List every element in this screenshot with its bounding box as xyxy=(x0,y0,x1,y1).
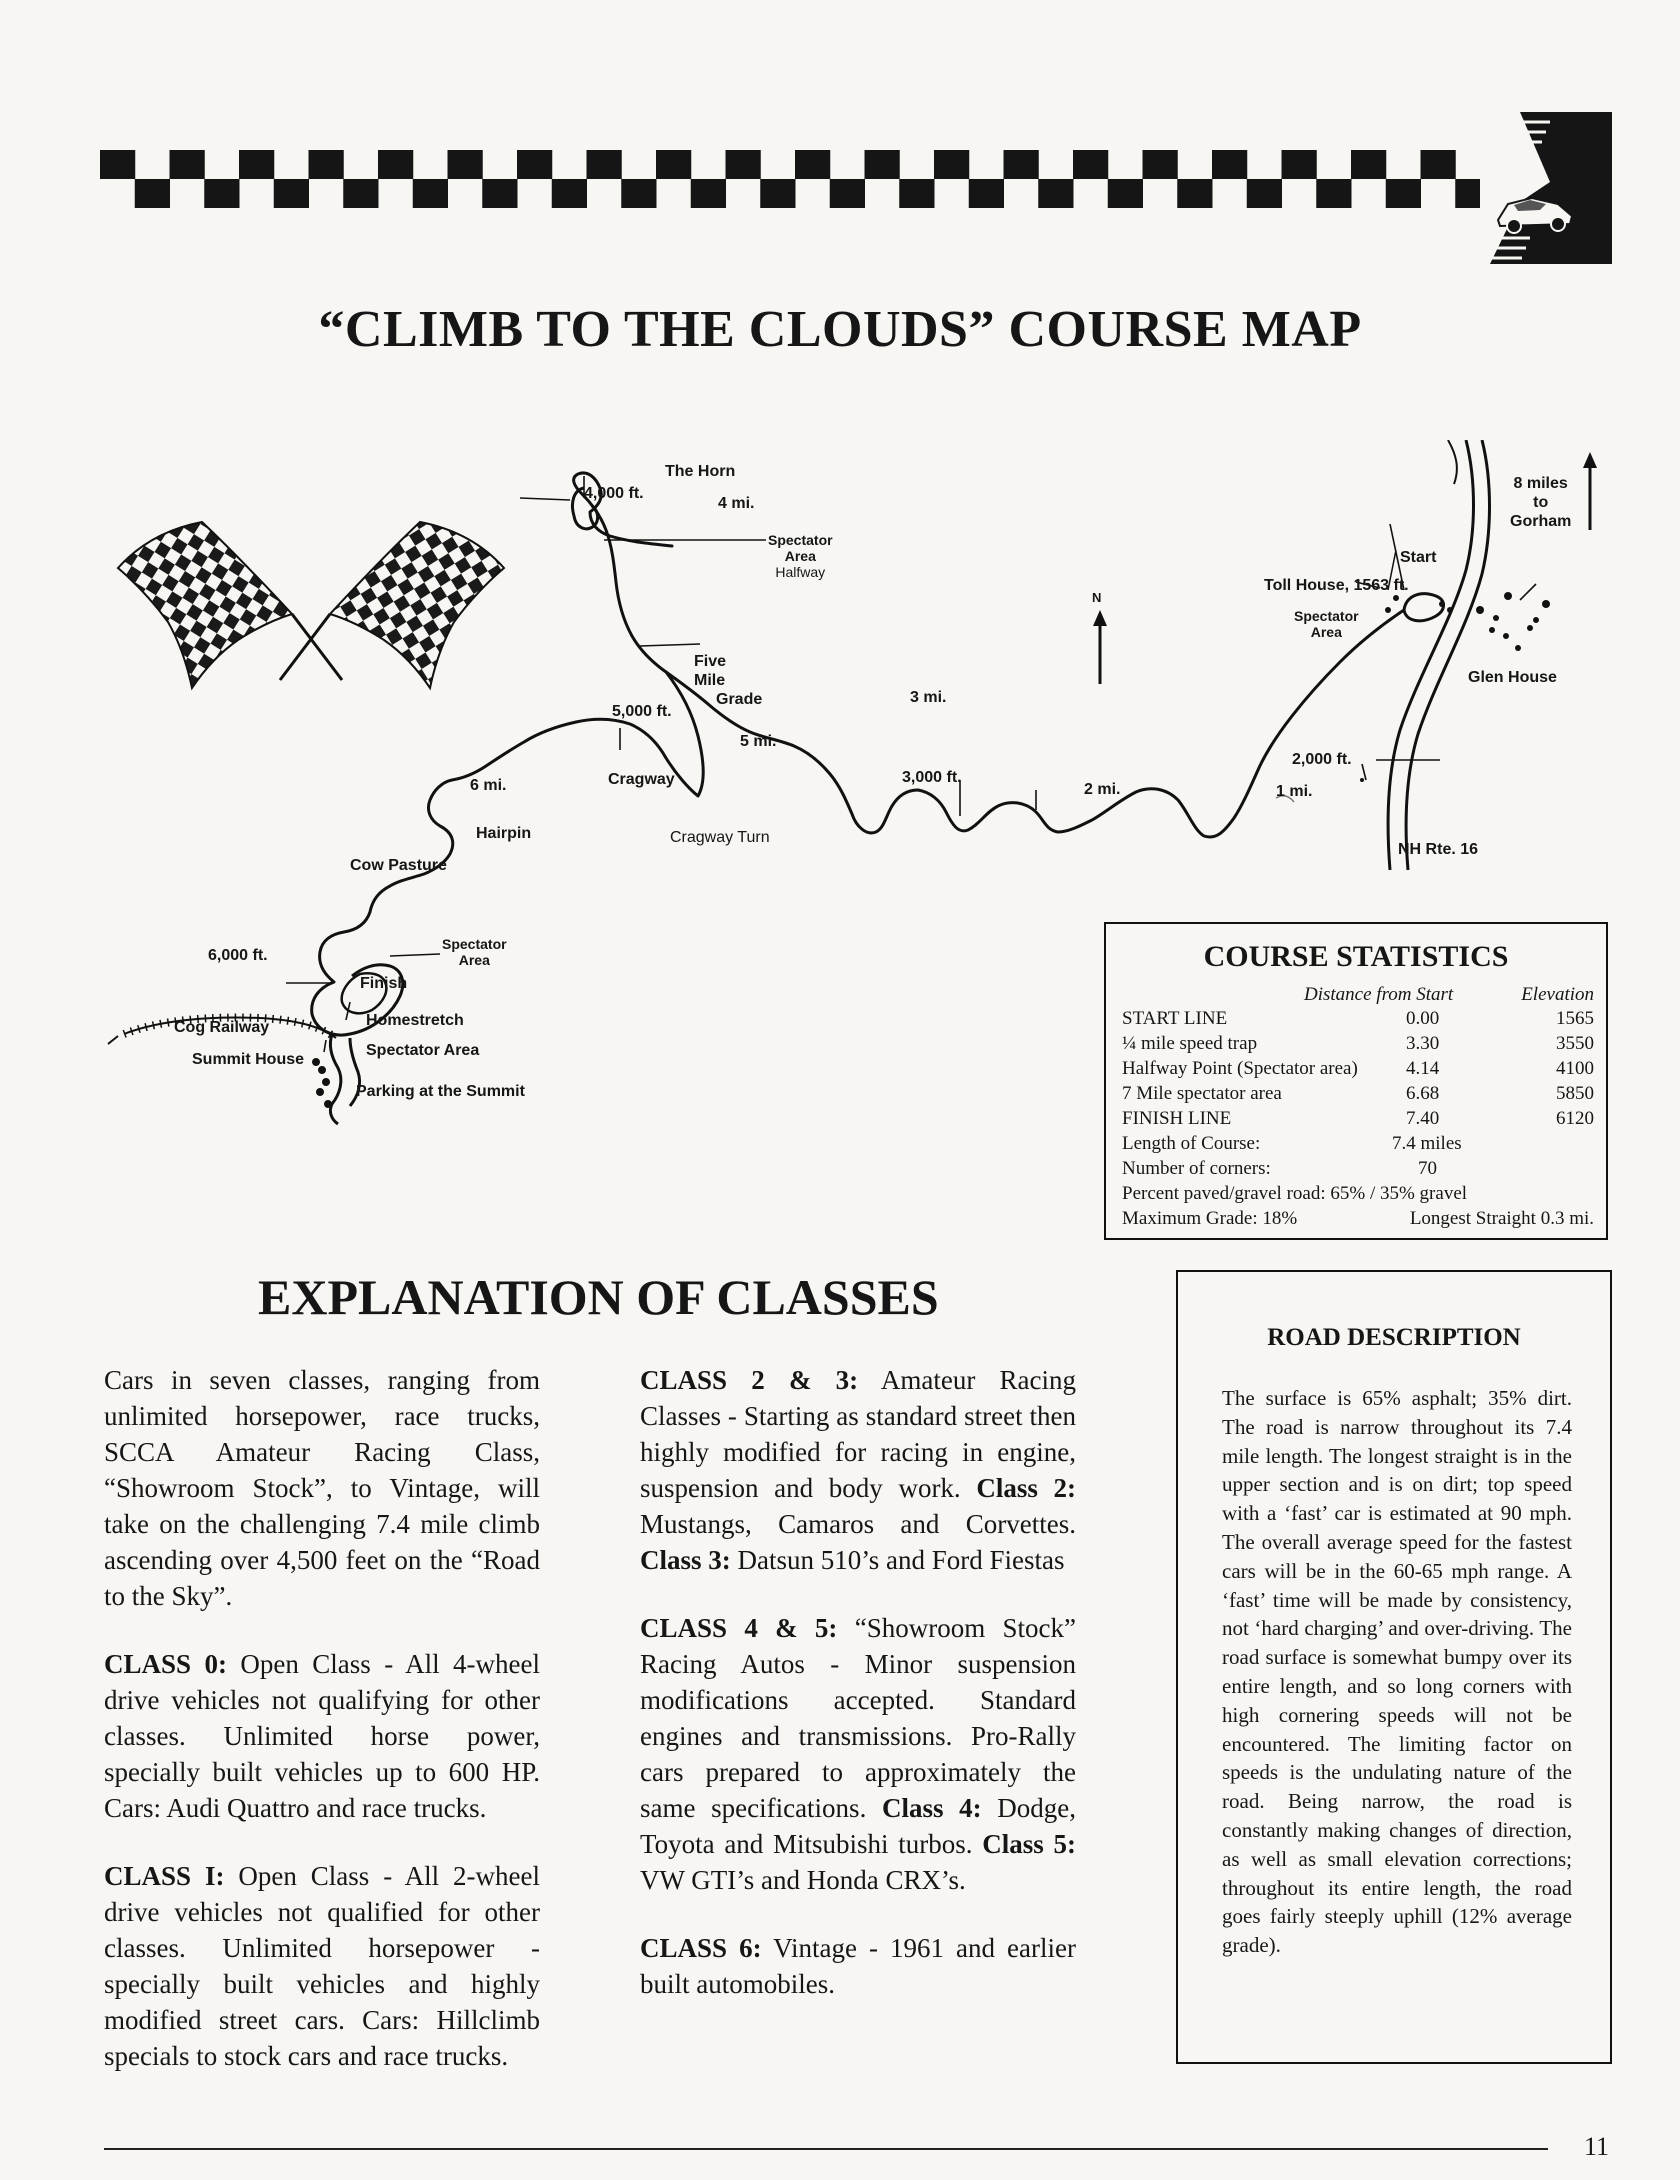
checkered-border xyxy=(100,150,1490,208)
hairpin-route xyxy=(320,780,453,982)
class-0-paragraph: CLASS 0: Open Class - All 4-wheel drive vehicles not qualifying for other classes. Unlimited horse power, specially built vehicles up to 600 HP. Cars: Audi Quattro and race trucks. xyxy=(104,1649,541,1823)
label-nh-rte-16: NH Rte. 16 xyxy=(1398,841,1479,858)
label-start: Start xyxy=(1400,549,1437,566)
label-spectator-start: Spectator Area xyxy=(1294,608,1359,640)
class-2-3-paragraph: CLASS 2 & 3: Amateur Racing Classes - Starting as standard street then highly modified for racing in engine, suspension and body work. Class 2: Mustangs, Camaros and Corvettes. Class 3: Datsun 510’s and Ford Fiestas xyxy=(640,1365,1076,1575)
footer-rule xyxy=(104,2148,1548,2150)
intro-paragraph: Cars in seven classes, ranging from unlimited horsepower, race trucks, SCCA Amateur Racing Class, “Showroom Stock”, to Vintage, will take on the challenging 7.4 mile climb ascending over 4,500 feet on the “Road to the Sky”. xyxy=(104,1365,540,1611)
course-statistics-title: COURSE STATISTICS xyxy=(1203,940,1509,973)
stats-percent-row: Percent paved/gravel road: 65% / 35% gravel xyxy=(1122,1183,1468,1204)
stats-row: 7 Mile spectator area 6.68 5850 xyxy=(1122,1083,1594,1104)
label-spectator-top: Spectator Area xyxy=(442,936,507,968)
label-homestretch: Homestretch Spectator Area xyxy=(366,1012,480,1059)
label-gorham: 8 miles to Gorham xyxy=(1510,475,1572,530)
stats-row: FINISH LINE 7.40 6120 xyxy=(1122,1108,1594,1129)
arrow-up-icon xyxy=(1583,452,1597,530)
label-spectator-halfway: Spectator Area Halfway xyxy=(768,532,833,580)
course-statistics-box xyxy=(1104,922,1608,1240)
label-2000-ft: 2,000 ft. xyxy=(1292,751,1352,768)
classes-column-left xyxy=(104,1362,540,2106)
stats-col-distance: Distance from Start xyxy=(1304,984,1454,1005)
nh-route-16 xyxy=(1388,440,1489,870)
label-2-mi: 2 mi. xyxy=(1084,781,1121,798)
page-number: 11 xyxy=(1584,2132,1610,2161)
label-the-horn: The Horn xyxy=(665,463,736,480)
race-car-logo xyxy=(1480,112,1612,264)
stats-grade-row: Maximum Grade: 18% Longest Straight 0.3 mi. xyxy=(1122,1208,1594,1229)
stats-row: Halfway Point (Spectator area) 4.14 4100 xyxy=(1122,1058,1594,1079)
north-arrow-icon xyxy=(1093,610,1107,684)
start-area xyxy=(1356,550,1550,651)
label-6000-ft: 6,000 ft. xyxy=(208,947,268,964)
stats-col-elevation: Elevation xyxy=(1521,984,1594,1005)
road-description-title: ROAD DESCRIPTION xyxy=(1267,1324,1521,1351)
stats-row: ¼ mile speed trap 3.30 3550 xyxy=(1122,1033,1594,1054)
road-description-text: The surface is 65% asphalt; 35% dirt. The road is narrow throughout its 7.4 mile length. The longest straight is in the upper section and is on dirt; top speed with a ‘fast’ car is estimated at 90 mph. The overall average speed for the fastest cars will be in the 60-65 mph range. A ‘fast’ time will be made by consistency, not ‘hard charging’ and over-driving. The road surface is somewhat bumpy over its entire length, and so long corners with high cornering speeds will not be encountered. The limiting factor on speeds is the undulating nature of the road. Being narrow, the road is constantly making changes of direction, as well as small elevation corrections; throughout its entire length, the road goes fairly steeply uphill (12% average grade). xyxy=(1222,1386,1572,1958)
class-4-5-paragraph: CLASS 4 & 5: “Showroom Stock” Racing Autos - Minor suspension modifications accepted. Standard engines and transmissions. Pro-Rally cars prepared to approximately the same specifications. Class 4: Dodge, Toyota and Mitsubishi turbos. Class 5: VW GTI’s and Honda CRX’s. xyxy=(640,1613,1076,1895)
page-title: “CLIMB TO THE CLOUDS” COURSE MAP xyxy=(318,301,1362,358)
stats-row: START LINE 0.00 1565 xyxy=(1122,1008,1594,1029)
label-north: N xyxy=(1092,590,1102,605)
label-cog-railway: Cog Railway xyxy=(174,1019,270,1036)
label-glen-house: Glen House xyxy=(1468,669,1557,686)
label-finish: Finish xyxy=(360,975,408,992)
label-toll-house: Toll House, 1563 ft. xyxy=(1264,577,1409,594)
explanation-title: EXPLANATION OF CLASSES xyxy=(258,1269,939,1325)
road-description-box xyxy=(1176,1270,1612,2064)
label-4-mi: 4 mi. xyxy=(718,495,755,512)
label-1-mi: 1 mi. xyxy=(1276,783,1313,800)
label-cragway-turn: Cragway Turn xyxy=(670,829,770,846)
stats-length-row: Length of Course: 7.4 miles xyxy=(1122,1133,1462,1154)
label-4000-ft: 4,000 ft. xyxy=(584,485,644,502)
label-5-mi: 5 mi. xyxy=(740,733,777,750)
label-3000-ft: 3,000 ft. xyxy=(902,769,962,786)
classes-column-right xyxy=(640,1362,1076,2034)
label-3-mi: 3 mi. xyxy=(910,689,947,706)
label-summit-house: Summit House xyxy=(192,1051,305,1068)
label-6-mi: 6 mi. xyxy=(470,777,507,794)
label-hairpin: Hairpin xyxy=(476,825,532,842)
class-6-paragraph: CLASS 6: Vintage - 1961 and earlier built automobiles. xyxy=(640,1933,1076,1999)
stats-header xyxy=(1122,984,1594,1008)
class-1-paragraph: CLASS I: Open Class - All 2-wheel drive vehicles not qualified for other classes. Unlimited horsepower - specially built vehicles and highly modified street cars. Cars: Hillclimb specials to stock cars and race trucks. xyxy=(104,1861,541,2071)
stats-corners-row: Number of corners: 70 xyxy=(1122,1158,1437,1179)
checkered-flags-icon xyxy=(118,522,504,688)
label-parking: Parking at the Summit xyxy=(356,1083,525,1100)
label-cow-pasture: Cow Pasture xyxy=(350,857,447,874)
label-five-mile-grade: Five Mile Grade xyxy=(694,653,763,708)
label-5000-ft: 5,000 ft. xyxy=(612,703,672,720)
label-cragway: Cragway xyxy=(608,771,675,788)
